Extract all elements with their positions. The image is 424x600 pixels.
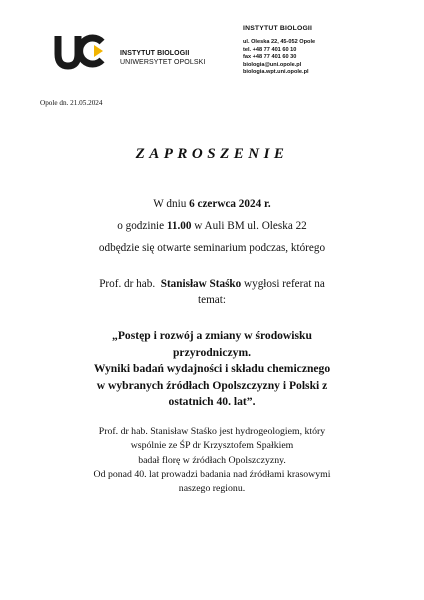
letter-title: ZAPROSZENIE [135,146,289,162]
lecture-title-line4: w wybranych źródłach Opolszczyzny i Polski z [96,378,328,392]
meeting-place: w Auli BM ul. Oleska 22 [191,220,307,232]
speaker-bio [0,425,424,496]
lecture-title-line2: przyrodniczym. [172,345,252,359]
contact-fax: fax +48 77 401 60 30 [243,54,297,61]
contact-phone: tel. +48 77 401 60 10 [243,46,297,53]
contact-website: biologia.wpt.uni.opole.pl [243,69,309,76]
meeting-time-line [0,215,424,237]
speaker-intro [0,277,424,308]
speaker-title: Prof. dr hab. [99,278,161,290]
meeting-date-line [0,193,424,215]
lecture-title-line5: ostatnich 40. lat”. [168,395,256,408]
meeting-time-prefix: o godzinie [117,220,167,232]
speaker-line2: temat: [198,293,226,306]
lecture-title-line3: Wyniki badań wydajności i składu chemicznego [93,362,331,375]
institute-name [120,49,205,67]
contact-heading: INSTYTUT BIOLOGII [243,25,313,32]
letter-date: Opole dn. 21.05.2024 [40,99,103,107]
meeting-time: 11.00 [166,220,192,232]
bio-line5: naszego regionu. [178,483,246,495]
meeting-date: 6 czerwca 2024 r. [189,198,271,210]
lecture-title-line1: „Postęp i rozwój a zmiany w środowisku [112,329,312,342]
contact-block [243,25,315,76]
lecture-title [0,328,424,411]
meeting-details [0,193,424,259]
speaker-name: Stanisław Staśko [160,278,242,290]
contact-email: biologia@uni.opole.pl [243,61,302,68]
university-logo [54,32,106,70]
institute-name-line1: INSTYTUT BIOLOGII [120,50,190,57]
bio-line4: Od ponad 40. lat prowadzi badania nad źródłami krasowymi [93,468,331,480]
speaker-line [0,277,424,293]
speaker-action: wygłosi referat na [241,278,325,290]
meeting-date-prefix: W dniu [153,198,190,210]
bio-line2: wspólnie ze ŚP dr Krzysztofem Spałkiem [130,440,294,452]
institute-name-line2: UNIWERSYTET OPOLSKI [120,59,206,66]
contact-address: ul. Oleska 22, 45-052 Opole [243,39,316,46]
bio-line1: Prof. dr hab. Stanisław Staśko jest hydrogeologiem, który [98,426,326,437]
bio-line3: badał florę w źródłach Opolszczyzny. [138,454,286,466]
meeting-description: odbędzie się otwarte seminarium podczas, którego [98,242,326,254]
